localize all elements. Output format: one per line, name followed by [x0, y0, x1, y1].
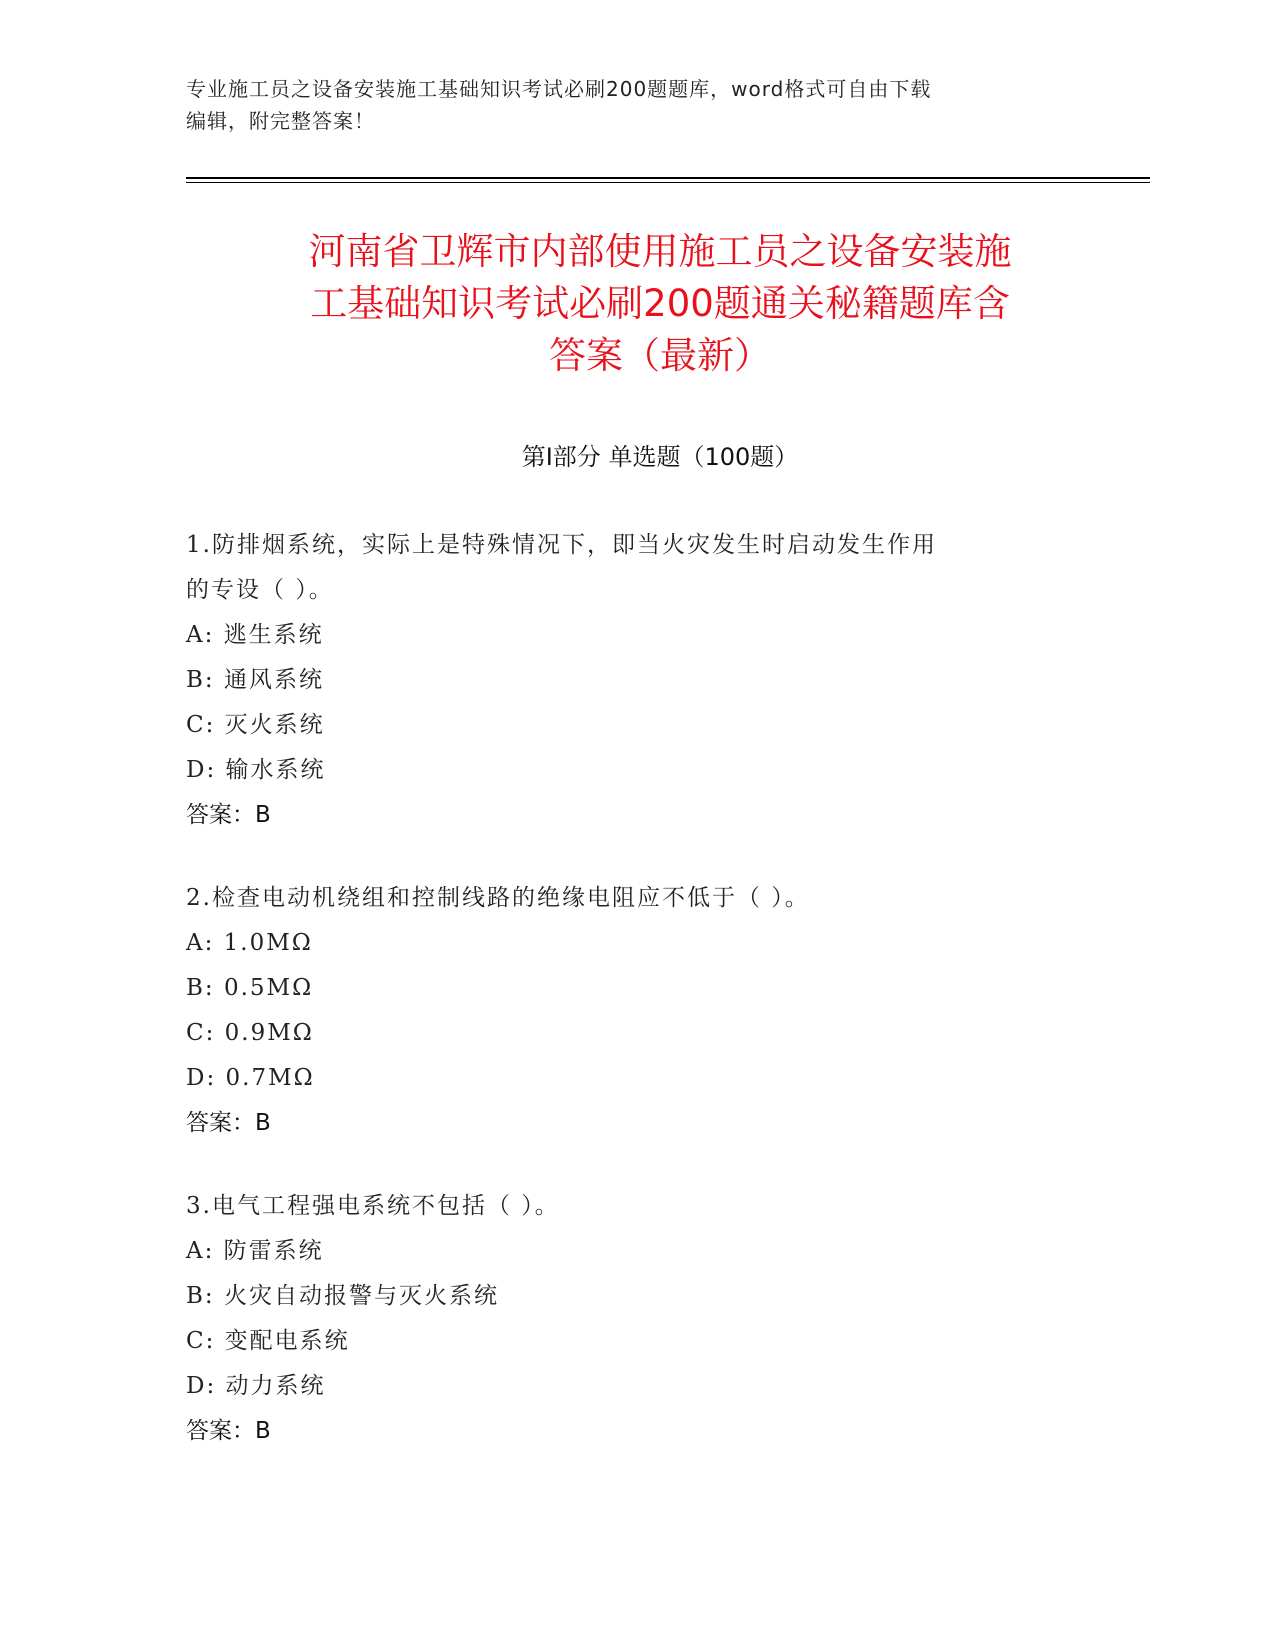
option-d: D: 0.7MΩ: [186, 1065, 315, 1091]
option-d: D: 动力系统: [186, 1373, 326, 1399]
answer: 答案：B: [186, 1110, 271, 1136]
question-stem-continued: 的专设（ ）。: [186, 577, 334, 603]
option-b: B: 火灾自动报警与灭火系统: [186, 1283, 499, 1309]
document-title: [160, 226, 1160, 382]
option-b: B: 通风系统: [186, 667, 324, 693]
option-a: A: 防雷系统: [186, 1238, 324, 1264]
question-stem: 1.防排烟系统，实际上是特殊情况下，即当火灾发生时启动发生作用: [186, 532, 937, 558]
question-stem: 2.检查电动机绕组和控制线路的绝缘电阻应不低于（ ）。: [186, 885, 810, 911]
header-divider-thick: [186, 177, 1150, 179]
question-stem: 3.电气工程强电系统不包括（ ）。: [186, 1193, 560, 1219]
option-a: A: 1.0MΩ: [186, 930, 313, 956]
question-1: [186, 523, 1086, 838]
document-header: [186, 73, 1086, 137]
question-3: [186, 1184, 1086, 1454]
option-b: B: 0.5MΩ: [186, 975, 314, 1001]
option-c: C: 变配电系统: [186, 1328, 350, 1354]
title-line-3: 答案（最新）: [549, 334, 771, 377]
header-line-1: 专业施工员之设备安装施工基础知识考试必刷200题题库，word格式可自由下载: [186, 77, 932, 101]
option-d: D: 输水系统: [186, 757, 326, 783]
answer: 答案：B: [186, 802, 271, 828]
title-line-1: 河南省卫辉市内部使用施工员之设备安装施: [308, 230, 1012, 273]
title-line-2: 工基础知识考试必刷200题通关秘籍题库含: [310, 282, 1010, 325]
section-title: 第Ⅰ部分 单选题（100题）: [521, 443, 799, 471]
option-c: C: 灭火系统: [186, 712, 325, 738]
header-divider-thin: [186, 182, 1150, 183]
option-a: A: 逃生系统: [186, 622, 324, 648]
option-c: C: 0.9MΩ: [186, 1020, 314, 1046]
header-line-2: 编辑，附完整答案！: [186, 109, 375, 133]
question-2: [186, 876, 1086, 1146]
answer: 答案：B: [186, 1418, 271, 1444]
question-list: [186, 523, 1086, 1492]
